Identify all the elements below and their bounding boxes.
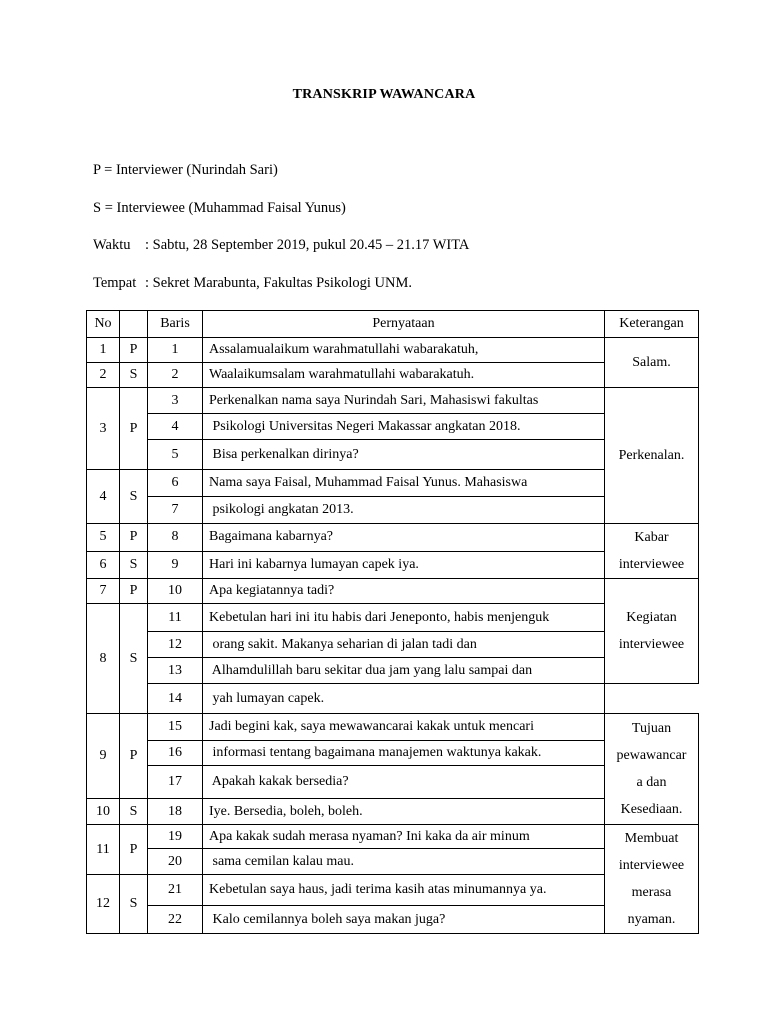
- statement-text: Bisa perkenalkan dirinya?: [203, 440, 605, 470]
- statement-text: sama cemilan kalau mau.: [203, 849, 605, 875]
- header-speaker: [120, 311, 148, 338]
- row-number: 10: [87, 799, 120, 825]
- keterangan-line: interviewee: [618, 637, 685, 652]
- header-baris: Baris: [148, 311, 203, 338]
- speaker-code: S: [120, 470, 148, 524]
- speaker-code: P: [120, 579, 148, 604]
- row-number: 5: [87, 524, 120, 552]
- statement-text: yah lumayan capek.: [203, 684, 605, 714]
- speaker-code: P: [120, 714, 148, 799]
- keterangan-cell: [605, 579, 699, 684]
- speaker-code: P: [120, 524, 148, 552]
- line-number: 15: [148, 714, 203, 741]
- statement-text: Hari ini kabarnya lumayan capek iya.: [203, 551, 605, 579]
- keterangan-line: Kesediaan.: [620, 802, 683, 817]
- speaker-code: P: [120, 338, 148, 363]
- keterangan-line: Tujuan: [631, 721, 672, 736]
- line-number: 13: [148, 658, 203, 684]
- line-number: 8: [148, 524, 203, 552]
- table-header-row: [87, 311, 699, 338]
- line-number: 9: [148, 551, 203, 579]
- statement-text: Apa kakak sudah merasa nyaman? Ini kaka da air minum: [203, 825, 605, 849]
- line-number: 14: [148, 684, 203, 714]
- document-title: TRANSKRIP WAWANCARA: [292, 87, 476, 102]
- statement-text: Alhamdulillah baru sekitar dua jam yang lalu sampai dan: [203, 658, 605, 684]
- interviewee-line: S = Interviewee (Muhammad Faisal Yunus): [93, 200, 346, 216]
- speaker-code: S: [120, 551, 148, 579]
- statement-text: Waalaikumsalam warahmatullahi wabarakatuh.: [203, 363, 605, 388]
- speaker-code: S: [120, 875, 148, 934]
- table-row: [87, 714, 699, 741]
- speaker-code: P: [120, 388, 148, 470]
- statement-text: Perkenalkan nama saya Nurindah Sari, Mahasiswi fakultas: [203, 388, 605, 414]
- line-number: 20: [148, 849, 203, 875]
- line-number: 7: [148, 497, 203, 524]
- line-number: 19: [148, 825, 203, 849]
- line-number: 3: [148, 388, 203, 414]
- table-row: [87, 388, 699, 414]
- statement-text: Jadi begini kak, saya mewawancarai kakak untuk mencari: [203, 714, 605, 741]
- speaker-code: S: [120, 799, 148, 825]
- waktu-line: [93, 237, 469, 254]
- table-row: [87, 825, 699, 849]
- row-number: 12: [87, 875, 120, 934]
- keterangan-line: Kegiatan: [626, 610, 677, 625]
- statement-text: Bagaimana kabarnya?: [203, 524, 605, 552]
- line-number: 4: [148, 414, 203, 440]
- statement-text: informasi tentang bagaimana manajemen waktunya kakak.: [203, 741, 605, 766]
- waktu-label: Waktu: [93, 237, 131, 253]
- keterangan-line: Kabar: [634, 530, 669, 545]
- header-pernyataan: Pernyataan: [203, 311, 605, 338]
- statement-text: Kebetulan saya haus, jadi terima kasih atas minumannya ya.: [203, 875, 605, 906]
- keterangan-cell: [605, 524, 699, 579]
- line-number: 10: [148, 579, 203, 604]
- statement-text: Nama saya Faisal, Muhammad Faisal Yunus. Mahasiswa: [203, 470, 605, 497]
- keterangan-line: Perkenalan.: [618, 448, 685, 463]
- interviewer-line: P = Interviewer (Nurindah Sari): [93, 162, 278, 178]
- statement-text: Iye. Bersedia, boleh, boleh.: [203, 799, 605, 825]
- statement-text: Kebetulan hari ini itu habis dari Jeneponto, habis menjenguk: [203, 604, 605, 632]
- keterangan-line: interviewee: [618, 557, 685, 572]
- line-number: 1: [148, 338, 203, 363]
- statement-text: psikologi angkatan 2013.: [203, 497, 605, 524]
- row-number: 9: [87, 714, 120, 799]
- row-number: 11: [87, 825, 120, 875]
- line-number: 11: [148, 604, 203, 632]
- keterangan-line: Membuat: [624, 831, 679, 846]
- keterangan-cell: [605, 338, 699, 388]
- waktu-value: : Sabtu, 28 September 2019, pukul 20.45 – 21.17 WITA: [145, 237, 470, 253]
- keterangan-line: merasa: [631, 885, 672, 900]
- line-number: 6: [148, 470, 203, 497]
- table-row: [87, 524, 699, 552]
- line-number: 16: [148, 741, 203, 766]
- statement-text: orang sakit. Makanya seharian di jalan tadi dan: [203, 632, 605, 658]
- keterangan-line: Salam.: [632, 355, 671, 370]
- statement-text: Assalamualaikum warahmatullahi wabarakatuh,: [203, 338, 605, 363]
- speaker-code: S: [120, 604, 148, 714]
- line-number: 18: [148, 799, 203, 825]
- keterangan-cell: [605, 825, 699, 934]
- row-number: 8: [87, 604, 120, 714]
- keterangan-cell: [605, 388, 699, 524]
- tempat-value: : Sekret Marabunta, Fakultas Psikologi UNM.: [145, 275, 413, 291]
- line-number: 22: [148, 906, 203, 934]
- table-row: [87, 684, 699, 714]
- statement-text: Apa kegiatannya tadi?: [203, 579, 605, 604]
- speaker-code: P: [120, 825, 148, 875]
- statement-text: Kalo cemilannya boleh saya makan juga?: [203, 906, 605, 934]
- row-number: 3: [87, 388, 120, 470]
- line-number: 21: [148, 875, 203, 906]
- line-number: 12: [148, 632, 203, 658]
- tempat-line: [93, 275, 412, 292]
- tempat-label: Tempat: [93, 275, 137, 291]
- statement-text: Apakah kakak bersedia?: [203, 766, 605, 799]
- row-number: 2: [87, 363, 120, 388]
- row-number: 4: [87, 470, 120, 524]
- row-number: 6: [87, 551, 120, 579]
- keterangan-cell: [605, 714, 699, 825]
- line-number: 2: [148, 363, 203, 388]
- table-row: [87, 579, 699, 604]
- speaker-code: S: [120, 363, 148, 388]
- keterangan-line: nyaman.: [627, 912, 676, 927]
- keterangan-line: a dan: [636, 775, 667, 790]
- keterangan-line: interviewee: [618, 858, 685, 873]
- row-number: 1: [87, 338, 120, 363]
- line-number: 17: [148, 766, 203, 799]
- header-no: No: [87, 311, 120, 338]
- transcript-table: [86, 310, 699, 934]
- header-keterangan: Keterangan: [605, 311, 699, 338]
- keterangan-line: pewawancar: [616, 748, 687, 763]
- statement-text: Psikologi Universitas Negeri Makassar angkatan 2018.: [203, 414, 605, 440]
- table-row: [87, 338, 699, 363]
- line-number: 5: [148, 440, 203, 470]
- row-number: 7: [87, 579, 120, 604]
